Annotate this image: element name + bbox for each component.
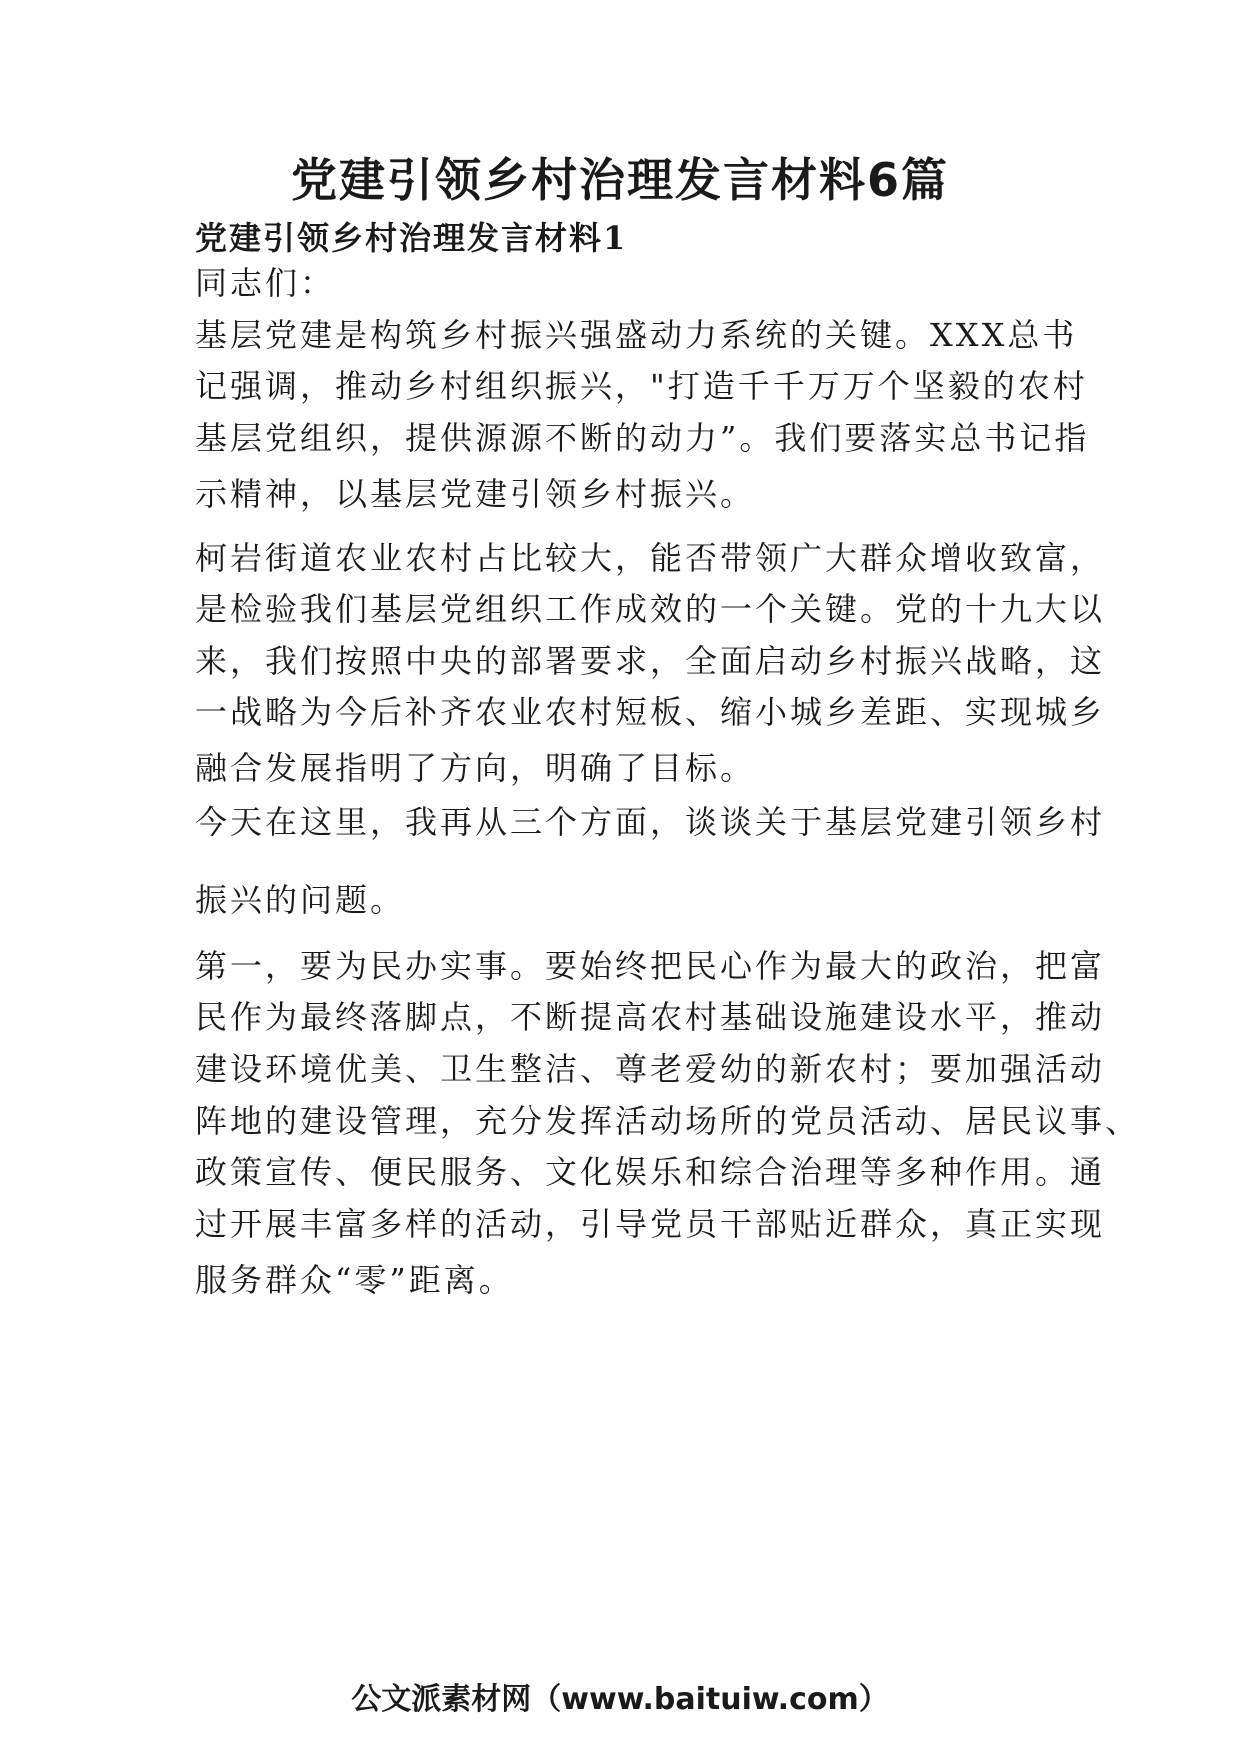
paragraph-4-line-6: 过开展丰富多样的活动，引导党员干部贴近群众，真正实现 (195, 1205, 1106, 1243)
paragraph-3-line-2: 振兴的问题。 (195, 881, 406, 919)
paragraph-2-line-4: 一战略为今后补齐农业农村短板、缩小城乡差距、实现城乡 (195, 693, 1106, 731)
footer-source-watermark: 公文派素材网（www.baituiw.com） (351, 1682, 889, 1717)
paragraph-2-line-5: 融合发展指明了方向，明确了目标。 (195, 749, 756, 787)
paragraph-3-line-1: 今天在这里，我再从三个方面，谈谈关于基层党建引领乡村 (195, 803, 1106, 841)
document-title: 党建引领乡村治理发言材料6篇 (290, 153, 949, 207)
paragraph-4-line-2: 民作为最终落脚点，不断提高农村基础设施建设水平，推动 (195, 998, 1106, 1036)
paragraph-1-line-2: 记强调，推动乡村组织振兴，"打造千千万万个坚毅的农村 (195, 367, 1088, 405)
paragraph-1-line-4: 示精神，以基层党建引领乡村振兴。 (195, 475, 756, 513)
paragraph-2-line-3: 来，我们按照中央的部署要求，全面启动乡村振兴战略，这 (195, 642, 1106, 680)
paragraph-1-line-3: 基层党组织，提供源源不断的动力”。我们要落实总书记指 (195, 419, 1090, 457)
paragraph-1-line-1: 基层党建是构筑乡村振兴强盛动力系统的关键。XXX总书 (195, 316, 1078, 354)
paragraph-4-line-4: 阵地的建设管理，充分发挥活动场所的党员活动、居民议事、 (195, 1102, 1141, 1140)
paragraph-4-line-5: 政策宣传、便民服务、文化娱乐和综合治理等多种作用。通 (195, 1153, 1106, 1191)
paragraph-2-line-1: 柯岩街道农业农村占比较大，能否带领广大群众增收致富， (195, 539, 1106, 577)
section-heading: 党建引领乡村治理发言材料1 (195, 219, 628, 257)
salutation: 同志们： (195, 264, 336, 302)
paragraph-4-line-3: 建设环境优美、卫生整洁、尊老爱幼的新农村；要加强活动 (195, 1050, 1106, 1088)
paragraph-4-line-7: 服务群众“零”距离。 (195, 1261, 514, 1299)
paragraph-2-line-2: 是检验我们基层党组织工作成效的一个关键。党的十九大以 (195, 590, 1106, 628)
paragraph-4-line-1: 第一，要为民办实事。要始终把民心作为最大的政治，把富 (195, 947, 1106, 985)
